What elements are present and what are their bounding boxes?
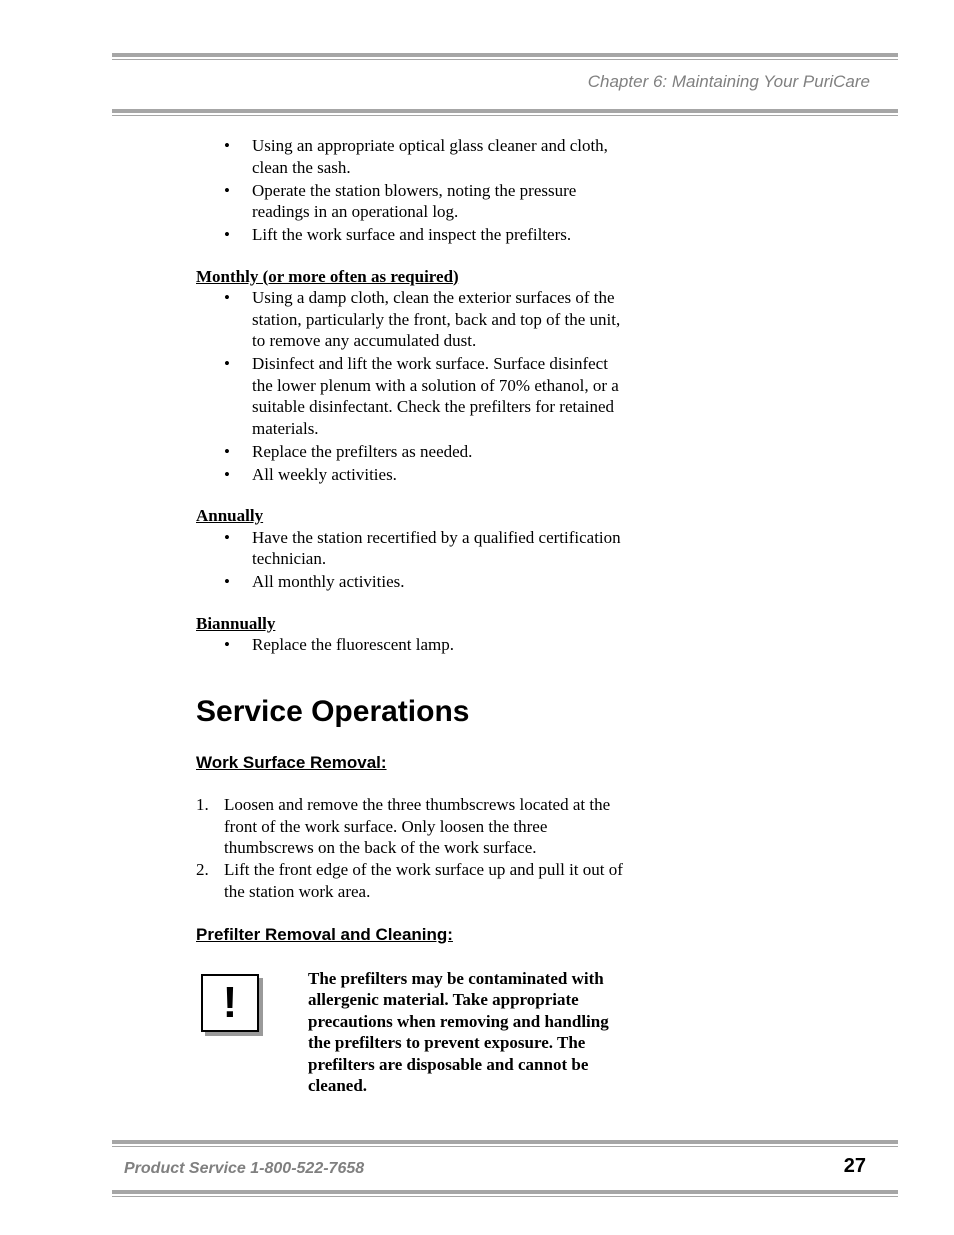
header-bottom-rule: [112, 109, 898, 116]
footer-contact: Product Service 1-800-522-7658: [124, 1160, 365, 1177]
biannually-list: [196, 634, 626, 656]
work-surface-heading: Work Surface Removal:: [196, 752, 387, 772]
footer-top-rule: [112, 1140, 898, 1147]
list-item: • Using a damp cloth, clean the exterior surfaces of the station, particularly the front, back and top of the unit, to remove any accumulated dust.: [196, 287, 626, 352]
step-text: Lift the front edge of the work surface up and pull it out of the station work area.: [224, 860, 623, 901]
monthly-heading: Monthly (or more often as required): [196, 266, 459, 286]
warning-callout: [196, 968, 626, 1098]
list-item: • Disinfect and lift the work surface. Surface disinfect the lower plenum with a solution of 70% ethanol, or a suitable disinfectant. Check the prefilters for retained materials.: [196, 353, 626, 439]
list-item: • Lift the work surface and inspect the prefilters.: [196, 224, 626, 246]
step-text: Loosen and remove the three thumbscrews located at the front of the work surface. Only loosen the three thumbscrews on the back of the work surface.: [224, 795, 611, 857]
chapter-title: Chapter 6: Maintaining Your PuriCare: [587, 72, 870, 91]
warning-text: The prefilters may be contaminated with allergenic material. Take appropriate precautions when removing and handling the prefilters to prevent exposure. The prefilters are disposable and cannot be cleaned.: [308, 968, 609, 1095]
list-item: • Replace the prefilters as needed.: [196, 441, 626, 463]
list-item: • Using an appropriate optical glass cleaner and cloth, clean the sash.: [196, 135, 626, 178]
list-item: • All weekly activities.: [196, 464, 626, 486]
list-item: • Operate the station blowers, noting the pressure readings in an operational log.: [196, 180, 626, 223]
annually-list: [196, 527, 626, 593]
step-number: 1.: [196, 795, 209, 814]
step-item: [196, 859, 626, 902]
section-title: Service Operations: [196, 694, 470, 728]
warning-icon: !: [201, 974, 259, 1032]
list-item: • Have the station recertified by a qualified certification technician.: [196, 527, 626, 570]
step-number: 2.: [196, 860, 209, 879]
header-top-rule: [112, 53, 898, 60]
biannually-heading: Biannually: [196, 613, 276, 633]
list-item: • All monthly activities.: [196, 571, 626, 593]
page-number: 27: [843, 1155, 866, 1177]
footer-bottom-rule: [112, 1190, 898, 1197]
weekly-list: [196, 135, 626, 246]
main-content: [196, 135, 626, 1098]
step-item: [196, 794, 626, 859]
annually-heading: Annually: [196, 506, 264, 525]
prefilter-heading: Prefilter Removal and Cleaning:: [196, 925, 453, 944]
monthly-list: [196, 287, 626, 485]
list-item: • Replace the fluorescent lamp.: [196, 634, 626, 656]
work-surface-steps: [196, 794, 626, 902]
